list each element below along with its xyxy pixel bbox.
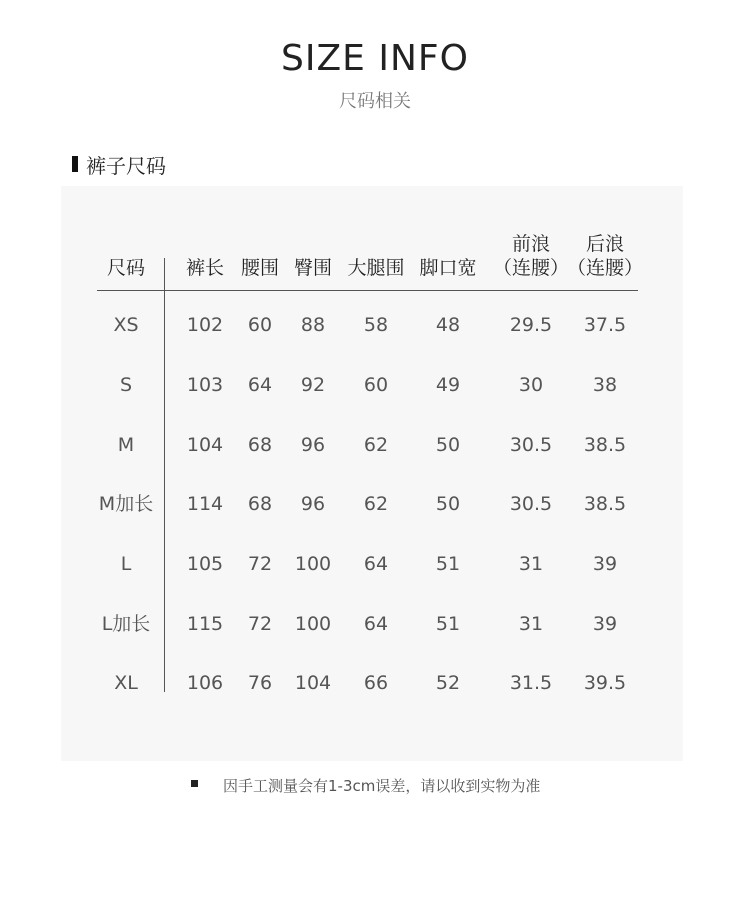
note-text: 因手工测量会有1-3cm误差，请以收到实物为准 <box>223 776 541 795</box>
column-header-size: 尺码 <box>106 257 145 279</box>
page-subtitle: 尺码相关 <box>339 91 411 112</box>
table-cell-front-rise: 31.5 <box>509 672 553 694</box>
table-cell-hip: 104 <box>294 672 332 694</box>
size-label: XL <box>114 672 138 694</box>
table-cell-front-rise: 30 <box>518 374 544 396</box>
column-header-length: 裤长 <box>185 257 224 279</box>
table-cell-waist: 64 <box>247 374 273 396</box>
table-cell-thigh: 64 <box>363 613 389 635</box>
column-header-front-rise: （连腰） <box>492 257 569 279</box>
table-cell-hip: 96 <box>300 493 326 515</box>
header-divider <box>97 290 638 291</box>
table-cell-leg-opening: 50 <box>435 493 461 515</box>
table-cell-front-rise: 29.5 <box>509 314 553 336</box>
table-cell-length: 103 <box>186 374 224 396</box>
table-cell-thigh: 62 <box>363 434 389 456</box>
square-bullet-icon <box>191 780 201 790</box>
table-cell-leg-opening: 49 <box>435 374 461 396</box>
table-cell-back-rise: 37.5 <box>583 314 627 336</box>
column-header-back-rise-top: 后浪 <box>585 233 624 255</box>
column-header-front-rise-top: 前浪 <box>511 233 550 255</box>
table-cell-waist: 68 <box>247 434 273 456</box>
section-header <box>72 152 166 176</box>
table-cell-waist: 60 <box>247 314 273 336</box>
table-cell-thigh: 58 <box>363 314 389 336</box>
section-title: 裤子尺码 <box>86 153 166 178</box>
table-cell-leg-opening: 52 <box>435 672 461 694</box>
table-cell-back-rise: 39 <box>592 553 618 575</box>
table-cell-hip: 96 <box>300 434 326 456</box>
table-cell-front-rise: 31 <box>518 553 544 575</box>
size-label: S <box>119 374 133 396</box>
table-cell-hip: 100 <box>294 553 332 575</box>
table-cell-leg-opening: 50 <box>435 434 461 456</box>
table-cell-length: 105 <box>186 553 224 575</box>
section-marker <box>72 156 78 172</box>
table-cell-waist: 72 <box>247 613 273 635</box>
table-cell-leg-opening: 48 <box>435 314 461 336</box>
size-label: XS <box>113 314 139 336</box>
table-cell-back-rise: 39.5 <box>583 672 627 694</box>
table-cell-thigh: 64 <box>363 553 389 575</box>
table-cell-front-rise: 30.5 <box>509 493 553 515</box>
table-cell-front-rise: 31 <box>518 613 544 635</box>
table-cell-waist: 68 <box>247 493 273 515</box>
table-cell-length: 115 <box>186 613 224 635</box>
column-divider <box>164 258 165 692</box>
table-cell-back-rise: 38.5 <box>583 493 627 515</box>
table-cell-front-rise: 30.5 <box>509 434 553 456</box>
size-label: M <box>117 434 135 456</box>
table-cell-length: 106 <box>186 672 224 694</box>
table-cell-waist: 72 <box>247 553 273 575</box>
column-header-thigh: 大腿围 <box>347 257 405 279</box>
table-cell-leg-opening: 51 <box>435 553 461 575</box>
table-cell-hip: 100 <box>294 613 332 635</box>
table-cell-waist: 76 <box>247 672 273 694</box>
column-header-leg-opening: 脚口宽 <box>419 257 477 279</box>
table-cell-thigh: 66 <box>363 672 389 694</box>
table-cell-thigh: 60 <box>363 374 389 396</box>
column-header-back-rise: （连腰） <box>566 257 643 279</box>
table-cell-leg-opening: 51 <box>435 613 461 635</box>
table-cell-hip: 92 <box>300 374 326 396</box>
table-cell-thigh: 62 <box>363 493 389 515</box>
table-cell-length: 102 <box>186 314 224 336</box>
table-cell-back-rise: 38.5 <box>583 434 627 456</box>
size-label: M加长 <box>98 493 154 515</box>
table-cell-hip: 88 <box>300 314 326 336</box>
table-cell-back-rise: 38 <box>592 374 618 396</box>
table-cell-back-rise: 39 <box>592 613 618 635</box>
column-header-waist: 腰围 <box>240 257 279 279</box>
table-cell-length: 104 <box>186 434 224 456</box>
measurement-note <box>191 774 540 796</box>
column-header-hip: 臀围 <box>293 257 332 279</box>
size-label: L <box>120 553 132 575</box>
table-cell-length: 114 <box>186 493 224 515</box>
page-title: SIZE INFO <box>281 38 469 79</box>
size-label: L加长 <box>101 613 151 635</box>
